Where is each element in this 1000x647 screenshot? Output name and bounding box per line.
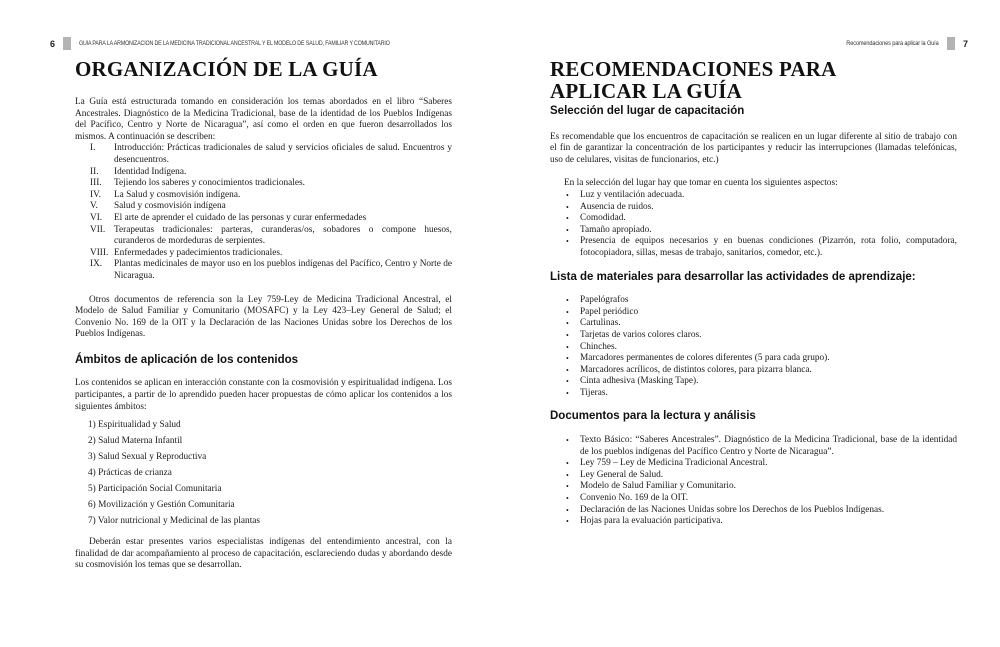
list-item: • Hojas para la evaluación participativa. [566,516,723,527]
list-item: • Texto Básico: “Saberes Ancestrales”. Diagnóstico de la Medicina Tradicional, base de la identidad de los pueblos indígenas del Pacífico Centro y Norte de Nicaragua”. [566,435,957,457]
list-item: • Ausencia de ruidos. [566,201,654,212]
right-content [550,106,957,528]
running-head-text: Recomendaciones para aplicar la Guía [846,40,939,47]
list-item: • Luz y ventilación adecuada. [566,189,685,200]
closing-paragraph: Deberán estar presentes varios especialistas indígenas del entendimiento ancestral, con la finalidad de dar acompañamiento al proceso de capacitación, esclareciendo dudas y abordando desde su cosmovisión los temas que se desarrollan. [75,537,452,571]
page-title: ORGANIZACIÓN DE LA GUÍA [75,57,378,81]
references-paragraph: Otros documentos de referencia son la Ley 759-Ley de Medicina Tradicional Ancestral, el Modelo de Salud Familiar y Comunitario (MOSAFC) y la Ley 423–Ley General de Salud; el Convenio No. 169 de la OIT y la Declaración de las Naciones Unidas sobre los Derechos de los Pueblos Indígenas. [75,294,452,340]
intro-paragraph: La Guía está estructurada tomando en consideración los temas abordados en el libro “Saberes Ancestrales. Diagnóstico de la Medicina Tradicional, base de la identidad de los Pueblos Indígenas del Pacífico, Centro y Norte de Nicaragua”, así como el orden en que fueron desarrollados los mismos. A continuación se describen: [75,97,452,142]
list-item: • Comodidad. [566,213,626,224]
list-item: • Tijeras. [566,387,608,398]
chapter-item: VI. El arte de aprender el cuidado de las personas y curar enfermedades [90,212,367,223]
running-head-left [50,37,445,50]
area-item: 2) Salud Materna Infantil [88,436,183,447]
venue-paragraph: Es recomendable que los encuentros de capacitación se realicen en un lugar diferente al sitio de trabajo con el fin de garantizar la concentración de los participantes y reducir las interrupciones (llamadas telefónicas, uso de celulares, visitas de funcionarios, etc.) [550,131,957,165]
list-item: • Ley 759 – Ley de Medicina Tradicional Ancestral. [566,458,768,469]
chapter-item: I. Introducción: Prácticas tradicionales de salud y servicios oficiales de salud. Encuentros y desencuentros. [90,143,452,165]
list-item: • Chinches. [566,341,617,352]
list-item: • Papel periódico [566,306,639,317]
chapter-item: II. Identidad Indígena. [90,166,187,177]
list-item: • Declaración de las Naciones Unidas sobre los Derechos de los Pueblos Indígenas. [566,504,885,515]
left-content [75,97,452,572]
chapter-item: III. Tejiendo los saberes y conocimientos tradicionales. [90,178,305,189]
chapter-list [75,143,452,282]
area-item: 7) Valor nutricional y Medicinal de las plantas [88,516,261,527]
chapter-item: IX. Plantas medicinales de mayor uso en los pueblos indígenas del Pacífico, Centro y Norte de Nicaragua. [90,259,452,281]
header-bar-marker [947,37,955,50]
list-item: • Tarjetas de varios colores claros. [566,329,702,340]
chapter-item: IV. La Salud y cosmovisión indígena. [90,189,241,200]
section-heading: Documentos para la lectura y análisis [550,410,756,423]
venue-lead: En la selección del lugar hay que tomar en cuenta los siguientes aspectos: [564,178,838,189]
running-head-right [830,37,968,50]
page-title: RECOMENDACIONES PARA APLICAR LA GUÍA [550,57,837,103]
page-number: 6 [50,38,56,49]
running-head-text: GUIA PARA LA ARMONIZACIÓN DE LA MEDICINA TRADICIONAL ANCESTRAL Y EL MODELO DE SALUD, FAMILIAR Y COMUNITARIO [79,40,390,47]
area-item: 5) Participación Social Comunitaria [88,484,222,495]
page-number: 7 [962,38,968,49]
list-item: • Marcadores acrílicos, de distintos colores, para pizarra blanca. [566,364,812,375]
list-item: • Convenio No. 169 de la OIT. [566,493,689,504]
list-item: • Ley General de Salud. [566,469,664,480]
area-item: 6) Movilización y Gestión Comunitaria [88,500,235,511]
section-heading: Lista de materiales para desarrollar las actividades de aprendizaje: [550,270,916,283]
materials-list [550,295,957,399]
section-heading: Selección del lugar de capacitación [550,105,745,117]
documents-list [550,435,957,528]
chapter-item: VIII. Enfermedades y padecimientos tradicionales. [90,247,283,258]
area-item: 4) Prácticas de crianza [88,468,172,479]
list-item: • Cinta adhesiva (Masking Tape). [566,376,699,387]
section-intro: Los contenidos se aplican en interacción constante con la cosmovisión y espiritualidad indígena. Los participantes, a partir de lo aprendido pueden hacer propuestas de cómo aplicar los contenidos a los siguientes ámbitos: [75,378,452,412]
list-item: • Presencia de equipos necesarios y en buenas condiciones (Pizarrón, rota folio, computadora, fotocopiadora, sillas, mesas de trabajo, sanitarios, comedor, etc.). [566,236,957,258]
area-item: 1) Espiritualidad y Salud [88,420,181,431]
chapter-item: V. Salud y cosmovisión indígena [90,201,226,212]
header-bar-marker [63,37,71,50]
section-heading: Ámbitos de aplicación de los contenidos [75,353,299,366]
area-item: 3) Salud Sexual y Reproductiva [88,452,207,463]
venue-aspects-list [550,190,957,260]
list-item: • Marcadores permanentes de colores diferentes (5 para cada grupo). [566,353,830,364]
areas-list [75,417,452,529]
chapter-item: VII. Terapeutas tradicionales: parteras, curanderas/os, sobadores o compone huesos, curanderos de mordeduras de serpientes. [90,224,452,247]
list-item: • Tamaño apropiado. [566,224,652,235]
list-item: • Cartulinas. [566,318,621,329]
right-page [500,0,1000,647]
list-item: • Papelógrafos [566,295,629,306]
list-item: • Modelo de Salud Familiar y Comunitario. [566,481,736,492]
